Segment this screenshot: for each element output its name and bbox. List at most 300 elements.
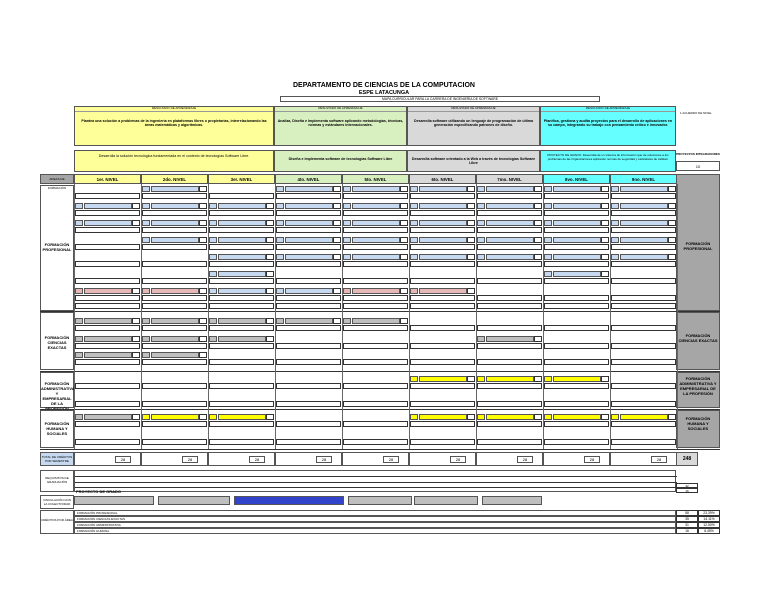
semester-total-cell	[208, 452, 275, 466]
course-name-box	[419, 414, 467, 420]
area-label: FORMACIÓN ADMINISTRATIVA Y EMPRESARIAL DE LA PROFESIÓN	[41, 381, 75, 411]
semester-total-cell	[74, 452, 141, 466]
course-block	[209, 220, 274, 234]
course-name-box	[285, 318, 333, 324]
credits-box	[132, 414, 140, 420]
credits-box	[199, 318, 207, 324]
course-name-box	[285, 288, 333, 294]
course-block	[142, 318, 207, 332]
course-name-box	[218, 254, 266, 260]
credits-box	[266, 237, 274, 243]
course-detail-box	[75, 421, 140, 427]
course-name-box	[285, 254, 333, 260]
objective-text: Desarrolla software utilizando un lenguaje de programación de última generación especificando patrones de diseño.	[413, 119, 534, 128]
course-detail-box	[75, 343, 140, 349]
course-detail-box	[343, 401, 408, 407]
sub-objective-text: Desarrolla software orientado a la Web a través de tecnologías Software Libre	[411, 157, 536, 166]
credits-box	[668, 414, 676, 420]
objective-text: Plantea una solución a problemas de la ingeniería en plataformas libres o propietarias, interrelacionando las áreas matemáticas y algorítmicas.	[81, 119, 267, 128]
course-code-box	[410, 220, 418, 226]
course-name-box	[151, 336, 199, 342]
course-block	[142, 186, 207, 200]
course-code-box	[544, 220, 552, 226]
course-detail-box	[477, 359, 542, 365]
course-name-box	[84, 336, 132, 342]
section-divider	[40, 371, 720, 372]
semester-total-cell	[275, 452, 342, 466]
course-block	[343, 203, 408, 217]
course-code-box	[410, 414, 418, 420]
course-block	[75, 394, 140, 408]
course-block	[75, 203, 140, 217]
course-detail-box	[209, 421, 274, 427]
credit-area-row	[74, 528, 676, 534]
credits-box	[400, 288, 408, 294]
credits-box	[668, 186, 676, 192]
course-block	[343, 414, 408, 428]
area-label: FORMACIÓN PROFESIONAL	[42, 242, 72, 252]
credits-box	[199, 203, 207, 209]
course-detail-box	[544, 278, 609, 284]
column-separator	[610, 184, 611, 449]
course-name-box	[553, 414, 601, 420]
course-detail-box	[75, 439, 140, 445]
footer-block2-label: VINCULACIÓN CON LA COLECTIVIDAD	[40, 495, 74, 509]
course-detail-box	[611, 261, 676, 267]
course-block	[142, 203, 207, 217]
area-admin-right	[676, 372, 720, 408]
course-code-box	[544, 203, 552, 209]
course-detail-box	[276, 343, 341, 349]
course-code-box	[611, 220, 619, 226]
course-name-box	[419, 203, 467, 209]
page-title: DEPARTAMENTO DE CIENCIAS DE LA COMPUTACION	[292, 82, 475, 89]
course-block	[410, 352, 475, 366]
column-separator	[476, 184, 477, 449]
course-block	[410, 237, 475, 251]
credits-box	[199, 220, 207, 226]
course-code-box	[142, 336, 150, 342]
course-code-box	[343, 186, 351, 192]
course-code-box	[209, 336, 217, 342]
course-block	[410, 186, 475, 200]
course-code-box	[410, 237, 418, 243]
course-block	[142, 376, 207, 390]
course-detail-box	[276, 244, 341, 250]
semester-total: 28	[450, 456, 466, 463]
course-code-box	[611, 414, 619, 420]
course-detail-box	[477, 401, 542, 407]
course-detail-box	[410, 421, 475, 427]
course-detail-box	[276, 210, 341, 216]
credit-area-percent: 12.50%	[698, 522, 720, 528]
course-block	[276, 220, 341, 234]
course-detail-box	[75, 193, 140, 199]
course-detail-box	[209, 325, 274, 331]
course-code-box	[343, 203, 351, 209]
course-block	[477, 271, 542, 285]
course-block	[544, 237, 609, 251]
course-block	[75, 352, 140, 366]
level-header-5: 5to. NIVEL	[342, 174, 409, 184]
semester-total-cell	[342, 452, 409, 466]
course-block	[142, 414, 207, 428]
level-header-8: 8vo. NIVEL	[543, 174, 610, 184]
course-block	[410, 414, 475, 428]
course-block	[544, 318, 609, 332]
course-block	[544, 220, 609, 234]
course-block	[410, 394, 475, 408]
course-detail-box	[544, 439, 609, 445]
credits-box	[467, 186, 475, 192]
course-block	[276, 336, 341, 350]
course-block	[410, 254, 475, 268]
course-block	[611, 220, 676, 234]
course-detail-box	[276, 303, 341, 309]
course-detail-box	[209, 227, 274, 233]
credit-area-percent: 14.11%	[698, 516, 720, 522]
course-name-box	[419, 254, 467, 260]
course-detail-box	[611, 244, 676, 250]
course-block	[611, 237, 676, 251]
course-detail-box	[343, 227, 408, 233]
course-block	[343, 237, 408, 251]
course-code-box	[75, 414, 83, 420]
semester-total: 28	[115, 456, 131, 463]
course-block	[142, 336, 207, 350]
course-detail-box	[209, 343, 274, 349]
course-detail-box	[75, 325, 140, 331]
credit-area-value: 35	[676, 516, 698, 522]
course-detail-box	[343, 421, 408, 427]
course-name-box	[352, 318, 400, 324]
course-detail-box	[75, 383, 140, 389]
course-code-box	[142, 237, 150, 243]
course-name-box	[419, 220, 467, 226]
course-name-box	[218, 220, 266, 226]
course-code-box	[276, 237, 284, 243]
credits-box	[199, 237, 207, 243]
course-block	[343, 376, 408, 390]
course-detail-box	[276, 278, 341, 284]
course-detail-box	[611, 210, 676, 216]
credits-box	[601, 186, 609, 192]
level-header-9: 9no. NIVEL	[610, 174, 677, 184]
course-detail-box	[142, 325, 207, 331]
course-block	[611, 186, 676, 200]
course-detail-box	[142, 359, 207, 365]
strip-block	[482, 496, 542, 505]
course-block	[410, 318, 475, 332]
course-block	[343, 186, 408, 200]
course-block	[209, 394, 274, 408]
course-detail-box	[611, 227, 676, 233]
footer-small-val-1: 32	[676, 483, 698, 488]
course-detail-box	[209, 278, 274, 284]
course-name-box	[84, 220, 132, 226]
course-detail-box	[276, 401, 341, 407]
course-detail-box	[410, 359, 475, 365]
course-block	[343, 254, 408, 268]
credits-box	[400, 220, 408, 226]
course-detail-box	[142, 278, 207, 284]
column-separator	[409, 184, 410, 449]
course-detail-box	[410, 261, 475, 267]
credits-box	[534, 254, 542, 260]
proyecto-grado-label: PROYECTO DE GRADO	[76, 489, 122, 494]
column-separator	[342, 184, 343, 449]
course-detail-box	[75, 210, 140, 216]
objective-text: Planifica, gestiona y audita proyectos para el desarrollo de aplicaciones en su campo, integrando su trabajo con pensamiento crítico e innovador.	[543, 119, 673, 128]
course-code-box	[544, 186, 552, 192]
course-detail-box	[611, 193, 676, 199]
course-block	[276, 414, 341, 428]
area-admin-left	[40, 372, 75, 411]
course-name-box	[553, 271, 601, 277]
credits-box	[132, 220, 140, 226]
course-name-box	[486, 186, 534, 192]
course-block	[544, 186, 609, 200]
course-code-box	[142, 288, 150, 294]
course-detail-box	[611, 278, 676, 284]
credits-box	[668, 220, 676, 226]
course-code-box	[410, 254, 418, 260]
course-detail-box	[477, 278, 542, 284]
course-name-box	[419, 376, 467, 382]
course-name-box	[620, 237, 668, 243]
area-label: FORMACIÓN ADMINISTRATIVA Y EMPRESARIAL DE LA PROFESIÓN	[679, 376, 717, 396]
course-name-box	[151, 318, 199, 324]
course-detail-box	[477, 261, 542, 267]
credits-box	[601, 376, 609, 382]
course-block	[75, 336, 140, 350]
semester-total: 28	[651, 456, 667, 463]
course-block	[544, 352, 609, 366]
course-code-box	[209, 254, 217, 260]
footer-small-val-2: 16	[676, 488, 698, 493]
course-detail-box	[142, 439, 207, 445]
course-code-box	[276, 220, 284, 226]
course-code-box	[343, 288, 351, 294]
level-header-1: 1er. NIVEL	[74, 174, 141, 184]
course-detail-box	[75, 227, 140, 233]
course-block	[75, 432, 140, 446]
level-header-2: 2do. NIVEL	[141, 174, 208, 184]
course-code-box	[276, 203, 284, 209]
course-name-box	[553, 376, 601, 382]
course-detail-box	[544, 261, 609, 267]
course-detail-box	[142, 401, 207, 407]
course-code-box	[142, 203, 150, 209]
course-code-box	[477, 186, 485, 192]
course-code-box	[611, 203, 619, 209]
course-detail-box	[75, 401, 140, 407]
course-block	[343, 296, 408, 310]
course-block	[611, 432, 676, 446]
course-name-box	[352, 237, 400, 243]
course-code-box	[544, 376, 552, 382]
course-block	[75, 254, 140, 268]
credits-box	[333, 220, 341, 226]
course-detail-box	[410, 227, 475, 233]
course-block	[75, 237, 140, 251]
credit-area-percent: 6.45%	[698, 528, 720, 534]
credit-area-value: 58	[676, 510, 698, 516]
course-block	[209, 432, 274, 446]
credits-box	[333, 318, 341, 324]
credits-box	[467, 414, 475, 420]
course-block	[410, 203, 475, 217]
course-detail-box	[276, 359, 341, 365]
course-code-box	[477, 254, 485, 260]
course-block	[544, 203, 609, 217]
course-code-box	[544, 237, 552, 243]
course-name-box	[352, 288, 400, 294]
course-detail-box	[343, 210, 408, 216]
course-name-box	[218, 318, 266, 324]
course-detail-box	[410, 325, 475, 331]
course-detail-box	[410, 244, 475, 250]
course-block	[611, 271, 676, 285]
column-separator	[275, 184, 276, 449]
course-code-box	[477, 376, 485, 382]
course-name-box	[486, 414, 534, 420]
course-name-box	[553, 254, 601, 260]
course-code-box	[209, 220, 217, 226]
course-code-box	[544, 414, 552, 420]
course-detail-box	[142, 421, 207, 427]
course-detail-box	[343, 439, 408, 445]
section-divider	[40, 449, 720, 450]
course-detail-box	[611, 439, 676, 445]
area-label: FORMACIÓN PROFESIONAL	[683, 241, 713, 251]
course-detail-box	[544, 421, 609, 427]
course-code-box	[209, 237, 217, 243]
course-code-box	[343, 237, 351, 243]
credits-box	[266, 414, 274, 420]
course-detail-box	[343, 278, 408, 284]
course-block	[142, 271, 207, 285]
course-code-box	[75, 318, 83, 324]
course-code-box	[276, 288, 284, 294]
course-block	[343, 394, 408, 408]
semester-total-cell	[543, 452, 610, 466]
credits-box	[199, 288, 207, 294]
column-separator	[543, 184, 544, 449]
course-block	[142, 254, 207, 268]
course-block	[410, 271, 475, 285]
credits-box	[132, 352, 140, 358]
course-name-box	[84, 203, 132, 209]
course-name-box	[620, 186, 668, 192]
course-name-box	[84, 318, 132, 324]
course-name-box	[151, 288, 199, 294]
course-detail-box	[75, 261, 140, 267]
course-name-box	[84, 352, 132, 358]
semester-total-cell	[476, 452, 543, 466]
course-detail-box	[477, 325, 542, 331]
course-detail-box	[142, 244, 207, 250]
semester-total: 28	[249, 456, 265, 463]
area-ciencias-left	[40, 312, 74, 370]
course-block	[209, 271, 274, 285]
course-block	[343, 432, 408, 446]
sub-objective-3	[407, 150, 540, 172]
course-block	[276, 203, 341, 217]
course-block	[611, 414, 676, 428]
course-block	[477, 237, 542, 251]
course-name-box	[151, 203, 199, 209]
course-detail-box	[343, 244, 408, 250]
sub-objective-2	[274, 150, 407, 172]
course-block	[477, 414, 542, 428]
course-detail-box	[544, 383, 609, 389]
course-detail-box	[276, 227, 341, 233]
course-detail-box	[142, 261, 207, 267]
area-humana-right	[676, 410, 720, 448]
course-block	[477, 296, 542, 310]
credits-box	[534, 376, 542, 382]
course-detail-box	[209, 439, 274, 445]
credits-box	[534, 414, 542, 420]
area-label: FORMACIÓN CIENCIAS EXACTAS	[44, 335, 70, 350]
course-block	[544, 336, 609, 350]
course-name-box	[151, 237, 199, 243]
credit-area-value: 31	[676, 522, 698, 528]
projects-header: PROYECTOS INTEGRADORES	[676, 152, 720, 156]
course-name-box	[620, 254, 668, 260]
credits-box	[534, 186, 542, 192]
credits-box	[467, 237, 475, 243]
credits-box	[400, 254, 408, 260]
course-block	[276, 186, 341, 200]
semester-total: 28	[316, 456, 332, 463]
course-detail-box	[410, 401, 475, 407]
course-detail-box	[343, 359, 408, 365]
course-block	[477, 186, 542, 200]
areas-label: AREAS DE FORMACIÓN	[40, 174, 74, 184]
course-detail-box	[142, 193, 207, 199]
course-detail-box	[343, 303, 408, 309]
course-name-box	[285, 237, 333, 243]
course-detail-box	[544, 303, 609, 309]
course-detail-box	[209, 261, 274, 267]
course-detail-box	[142, 383, 207, 389]
course-block	[611, 336, 676, 350]
course-code-box	[209, 288, 217, 294]
course-detail-box	[209, 383, 274, 389]
course-block	[209, 414, 274, 428]
course-detail-box	[477, 421, 542, 427]
credits-box	[266, 318, 274, 324]
course-detail-box	[343, 383, 408, 389]
course-block	[276, 296, 341, 310]
course-name-box	[218, 288, 266, 294]
sub-objective-4	[540, 150, 676, 172]
course-detail-box	[544, 343, 609, 349]
credits-box	[266, 220, 274, 226]
credits-box	[467, 254, 475, 260]
course-detail-box	[209, 193, 274, 199]
course-code-box	[276, 318, 284, 324]
course-block	[276, 237, 341, 251]
course-block	[343, 271, 408, 285]
course-block	[142, 352, 207, 366]
course-detail-box	[276, 193, 341, 199]
course-name-box	[620, 220, 668, 226]
course-detail-box	[477, 193, 542, 199]
course-name-box	[486, 220, 534, 226]
